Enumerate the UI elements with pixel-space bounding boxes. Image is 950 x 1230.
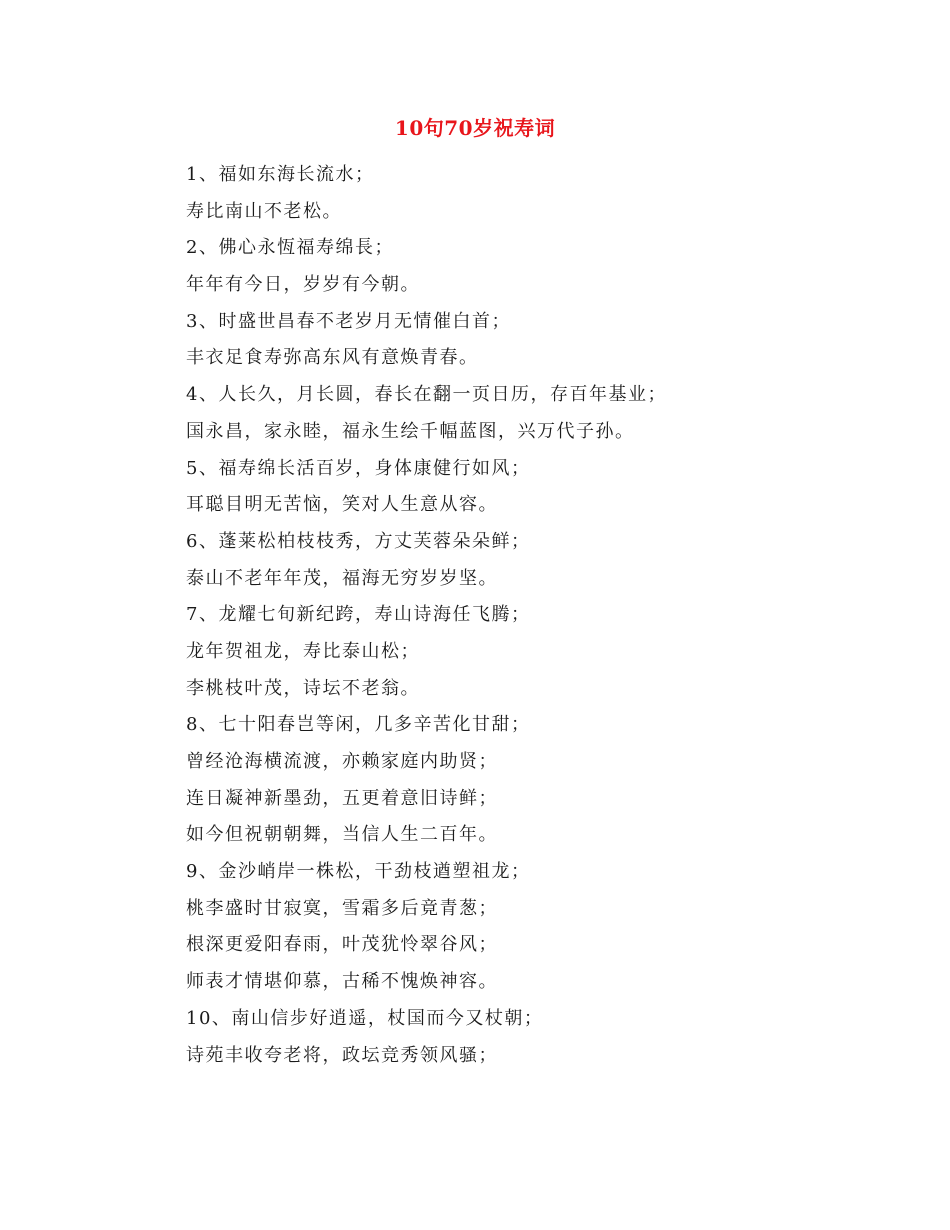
verse-line: 7、龙耀七旬新纪跨，寿山诗海任飞腾； (186, 604, 531, 626)
verse-line: 1、福如东海长流水； (186, 164, 375, 185)
verse-line: 3、时盛世昌春不老岁月无情催白首； (186, 310, 511, 332)
verse-line: 诗苑丰收夸老将，政坛竞秀领风骚； (186, 1044, 498, 1066)
verse-line: 李桃枝叶茂，诗坛不老翁。 (186, 677, 420, 699)
verse-line: 师表才情堪仰慕，古稀不愧焕神容。 (186, 971, 498, 993)
verse-line: 2、佛心永恆福寿绵長； (186, 237, 394, 259)
verse-line: 泰山不老年年茂，福海无穷岁岁坚。 (186, 567, 498, 589)
verse-line: 根深更爱阳春雨，叶茂犹怜翠谷风； (186, 934, 498, 956)
verse-line: 龙年贺祖龙，寿比泰山松； (186, 640, 420, 662)
verse-line: 国永昌，家永睦，福永生绘千幅蓝图，兴万代子孙。 (186, 420, 635, 442)
verse-line: 桃李盛时甘寂寞，雪霜多后竟青葱； (186, 897, 498, 919)
verse-line: 连日凝神新墨劲，五更着意旧诗鲜； (186, 787, 498, 809)
verse-line: 耳聪目明无苦恼，笑对人生意从容。 (186, 494, 498, 516)
verse-line: 5、福寿绵长活百岁，身体康健行如风； (186, 457, 531, 479)
verse-line: 8、七十阳春岂等闲，几多辛苦化甘甜； (186, 714, 531, 736)
verse-list (186, 157, 886, 1074)
verse-line: 丰衣足食寿弥高东风有意焕青春。 (186, 347, 479, 369)
verse-line: 10、南山信步好逍遥，杖国而今又杖朝； (186, 1007, 544, 1029)
verse-line: 9、金沙峭岸一株松，干劲枝遒塑祖龙； (186, 861, 531, 883)
verse-line: 曾经沧海横流渡，亦赖家庭内助贤； (186, 751, 498, 772)
verse-line: 年年有今日，岁岁有今朝。 (186, 274, 420, 296)
verse-line: 4、人长久，月长圆，春长在翻一页日历，存百年基业； (186, 384, 667, 406)
verse-line: 6、蓬莱松柏枝枝秀，方丈芙蓉朵朵鲜； (186, 530, 531, 552)
verse-line: 如今但祝朝朝舞，当信人生二百年。 (186, 824, 498, 846)
verse-line: 寿比南山不老松。 (186, 200, 342, 222)
document-title: 10句70岁祝寿词 (394, 116, 556, 140)
